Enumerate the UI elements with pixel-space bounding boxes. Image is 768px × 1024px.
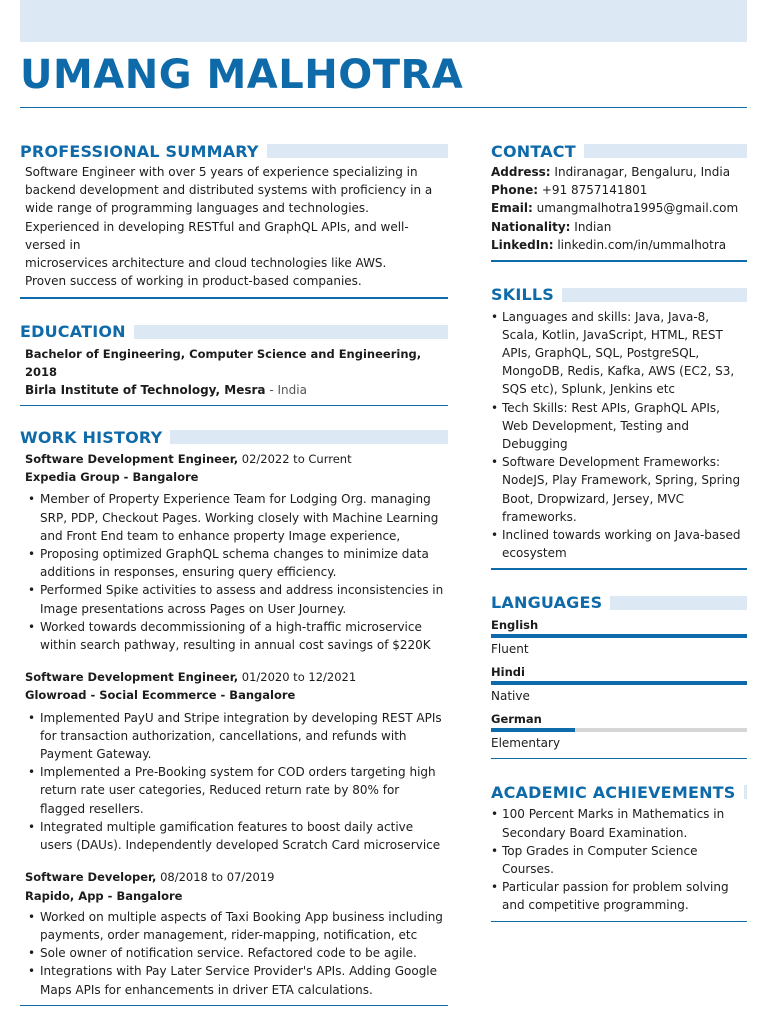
job-entry bbox=[20, 668, 448, 704]
institute-location: - India bbox=[265, 383, 307, 398]
language-level: Fluent bbox=[491, 641, 529, 656]
list-item: • Software Development Frameworks: NodeJS, Play Framework, Spring, Spring Boot, Dropwizard, Jersey, MVC frameworks. bbox=[491, 453, 747, 526]
job-dates: 02/2022 to Current bbox=[238, 452, 352, 467]
list-item: • Worked on multiple aspects of Taxi Booking App business including payments, order management, rider-mapping, notification, etc bbox=[25, 908, 448, 944]
language-proficiency-fill bbox=[491, 634, 747, 638]
contact-label: LinkedIn: bbox=[491, 237, 554, 252]
languages-section bbox=[491, 592, 747, 760]
list-item: • Integrations with Pay Later Service Provider's APIs. Adding Google Maps APIs for enhancements in driver ETA calculations. bbox=[25, 962, 448, 998]
candidate-name: UMANG MALHOTRA bbox=[20, 52, 464, 98]
skills-section bbox=[491, 284, 747, 570]
section-header bbox=[20, 321, 448, 343]
list-item: • Languages and skills: Java, Java-8, Scala, Kotlin, JavaScript, HTML, REST APIs, GraphQL, SQL, PostgreSQL, MongoDB, Redis, Kafka, AWS (EC2, S3, SQS etc), Splunk, Jenkins etc bbox=[491, 308, 747, 399]
language-level: Native bbox=[491, 688, 530, 703]
achievements-list bbox=[491, 805, 747, 914]
section-title: LANGUAGES bbox=[491, 593, 603, 613]
section-divider bbox=[491, 260, 747, 262]
list-item: • Inclined towards working on Java-based ecosystem bbox=[491, 526, 747, 562]
section-divider bbox=[491, 568, 747, 570]
section-header bbox=[491, 140, 747, 162]
summary-line: Experienced in developing RESTful and GraphQL APIs, and well-versed in bbox=[25, 219, 409, 252]
list-item: • Worked towards decommissioning of a high-traffic microservice within search pathway, resulting in annual cost savings of $220K bbox=[25, 618, 448, 654]
summary-line: wide range of programming languages and technologies. bbox=[25, 201, 369, 216]
summary-text bbox=[20, 163, 448, 290]
header-band bbox=[20, 0, 747, 42]
job-role: Software Development Engineer, bbox=[25, 670, 239, 685]
list-item: • Integrated multiple gamification features to boost daily active users (DAUs). Independently developed Scratch Card microservice bbox=[25, 818, 448, 854]
language-level: Elementary bbox=[491, 735, 561, 750]
section-title: WORK HISTORY bbox=[20, 427, 163, 447]
job-company: Expedia Group - Bangalore bbox=[25, 470, 199, 485]
contact-label: Email: bbox=[491, 201, 533, 216]
job-entry bbox=[20, 868, 448, 904]
section-title-bar bbox=[562, 288, 747, 302]
summary-line: Proven success of working in product-based companies. bbox=[25, 274, 362, 289]
work-history-section bbox=[20, 426, 448, 1006]
header-divider bbox=[20, 107, 747, 108]
right-column bbox=[491, 140, 747, 922]
language-proficiency-bar bbox=[491, 681, 747, 685]
job-company: Rapido, App - Bangalore bbox=[25, 888, 183, 903]
language-name: English bbox=[491, 617, 539, 632]
contact-value: Indiranagar, Bengaluru, India bbox=[550, 165, 731, 179]
contact-email bbox=[491, 199, 747, 217]
contact-label: Phone: bbox=[491, 183, 539, 198]
summary-line: microservices architecture and cloud technologies like AWS. bbox=[25, 256, 387, 271]
contact-section bbox=[491, 140, 747, 262]
list-item: • Performed Spike activities to assess and address inconsistencies in Image presentations across Pages on User Journey. bbox=[25, 581, 448, 617]
list-item: • Sole owner of notification service. Refactored code to be agile. bbox=[25, 944, 448, 962]
section-divider bbox=[20, 1005, 448, 1007]
language-name: Hindi bbox=[491, 664, 525, 679]
language-name: German bbox=[491, 711, 542, 726]
section-title-bar bbox=[744, 785, 748, 799]
job-bullets bbox=[20, 709, 448, 855]
section-divider bbox=[20, 405, 448, 407]
list-item: • Implemented PayU and Stripe integration by developing REST APIs for transaction authorization, cancellations, and refunds with Payment Gateway. bbox=[25, 709, 448, 764]
job-bullets bbox=[20, 490, 448, 654]
section-divider bbox=[491, 758, 747, 760]
job-company: Glowroad - Social Ecommerce - Bangalore bbox=[25, 688, 296, 703]
job-title bbox=[25, 450, 448, 468]
section-header bbox=[491, 592, 747, 614]
list-item: • Proposing optimized GraphQL schema changes to minimize data additions in responses, ensuring query efficiency. bbox=[25, 545, 448, 581]
section-title-bar bbox=[267, 144, 448, 158]
contact-phone bbox=[491, 181, 747, 199]
section-divider bbox=[20, 297, 448, 299]
list-item: • Top Grades in Computer Science Courses. bbox=[491, 842, 747, 878]
section-title: ACADEMIC ACHIEVEMENTS bbox=[491, 782, 736, 802]
contact-value: Indian bbox=[570, 219, 612, 234]
section-header bbox=[491, 284, 747, 306]
section-header bbox=[20, 140, 448, 162]
section-title: EDUCATION bbox=[20, 322, 126, 342]
contact-address bbox=[491, 163, 747, 181]
language-proficiency-fill bbox=[491, 728, 575, 732]
section-title-bar bbox=[610, 596, 747, 610]
job-entry bbox=[20, 450, 448, 486]
contact-value: +91 8757141801 bbox=[538, 183, 648, 198]
education-entry bbox=[20, 345, 448, 400]
list-item: • Particular passion for problem solving and competitive programming. bbox=[491, 878, 747, 914]
section-title: CONTACT bbox=[491, 141, 576, 161]
contact-value: linkedin.com/in/ummalhotra bbox=[553, 237, 727, 252]
professional-summary-section bbox=[20, 140, 448, 299]
contact-label: Address: bbox=[491, 165, 551, 179]
list-item: • Implemented a Pre-Booking system for COD orders targeting high return rate user categories, Reduced return rate by 80% for flagged resellers. bbox=[25, 763, 448, 818]
left-column bbox=[20, 140, 448, 1006]
contact-linkedin bbox=[491, 236, 747, 254]
list-item: • 100 Percent Marks in Mathematics in Secondary Board Examination. bbox=[491, 805, 747, 841]
language-proficiency-bar bbox=[491, 634, 747, 638]
language-item bbox=[491, 664, 747, 705]
language-item bbox=[491, 617, 747, 658]
job-role: Software Development Engineer, bbox=[25, 452, 239, 467]
section-title: SKILLS bbox=[491, 285, 554, 305]
section-header bbox=[491, 781, 747, 803]
list-item: • Member of Property Experience Team for Lodging Org. managing SRP, PDP, Checkout Pages. Working closely with Machine Learning and Front End team to enhance property Image experience, bbox=[25, 490, 448, 545]
contact-value: umangmalhotra1995@gmail.com bbox=[532, 201, 739, 216]
contact-nationality bbox=[491, 218, 747, 236]
job-dates: 08/2018 to 07/2019 bbox=[156, 870, 275, 885]
section-divider bbox=[491, 921, 747, 923]
section-title-bar bbox=[170, 430, 448, 444]
summary-line: Software Engineer with over 5 years of experience specializing in bbox=[25, 165, 418, 179]
section-title: PROFESSIONAL SUMMARY bbox=[20, 141, 259, 161]
institute: Birla Institute of Technology, Mesra bbox=[25, 383, 266, 398]
contact-label: Nationality: bbox=[491, 219, 571, 234]
section-title-bar bbox=[134, 325, 448, 339]
section-header bbox=[20, 426, 448, 448]
academic-achievements-section bbox=[491, 781, 747, 922]
contact-details bbox=[491, 163, 747, 254]
skills-list bbox=[491, 308, 747, 563]
language-item bbox=[491, 711, 747, 752]
job-title bbox=[25, 668, 448, 686]
section-title-bar bbox=[584, 144, 747, 158]
job-title bbox=[25, 868, 448, 886]
summary-line: backend development and distributed systems with proficiency in a bbox=[25, 183, 433, 198]
job-bullets bbox=[20, 908, 448, 999]
language-proficiency-bar bbox=[491, 728, 747, 732]
job-role: Software Developer, bbox=[25, 870, 157, 885]
job-dates: 01/2020 to 12/2021 bbox=[238, 670, 357, 685]
language-proficiency-fill bbox=[491, 681, 747, 685]
degree: Bachelor of Engineering, Computer Science and Engineering, 2018 bbox=[25, 346, 422, 380]
education-section bbox=[20, 321, 448, 406]
list-item: • Tech Skills: Rest APIs, GraphQL APIs, Web Development, Testing and Debugging bbox=[491, 399, 747, 454]
